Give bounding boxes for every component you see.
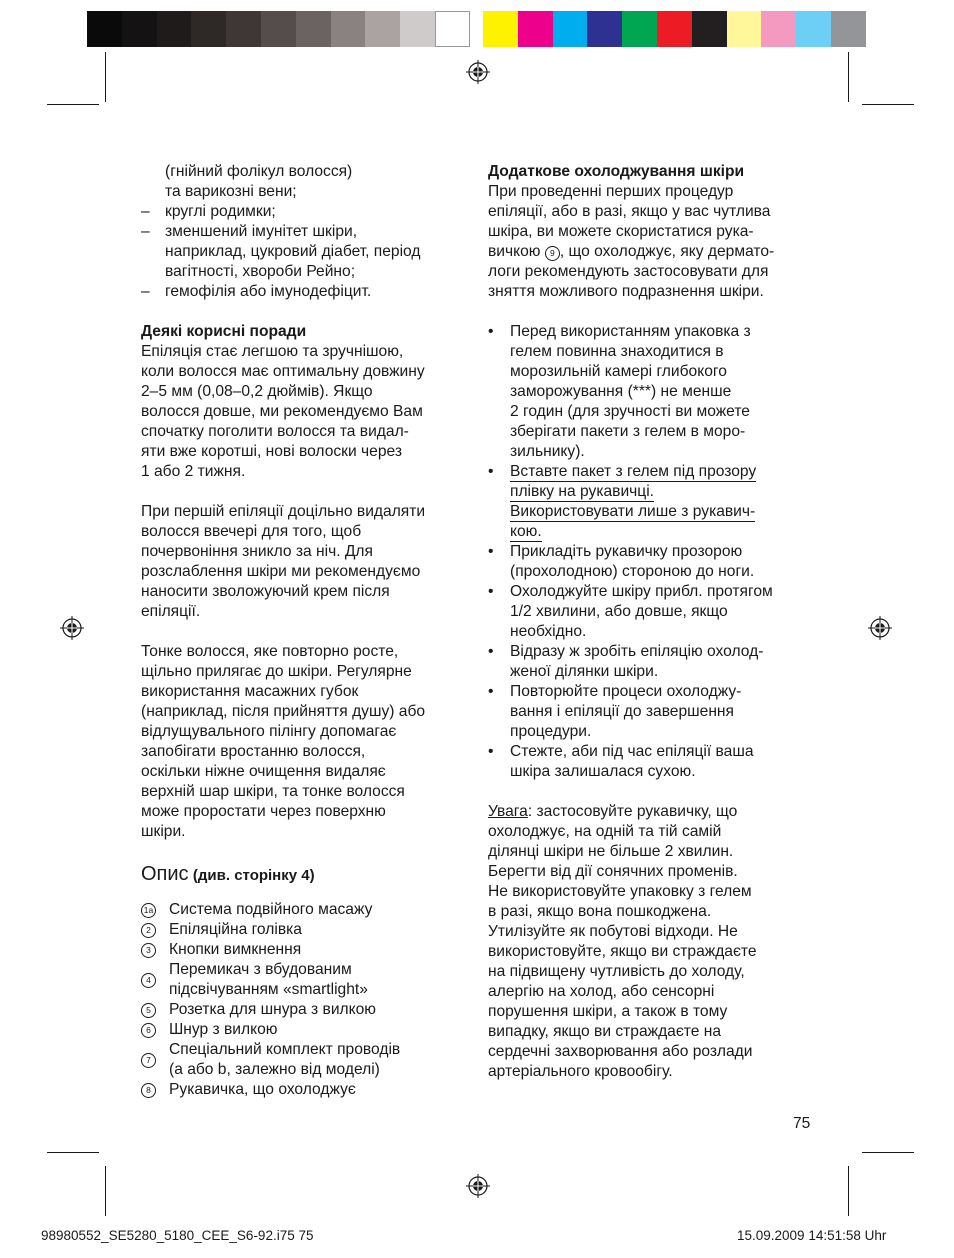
footer-file-info: 98980552_SE5280_5180_CEE_S6-92.i75 75 — [41, 1228, 314, 1243]
color-swatch — [400, 11, 435, 47]
warning-text: випадку, якщо ви страждаєте на — [488, 1023, 722, 1040]
description-heading — [141, 862, 471, 888]
crop-mark — [862, 104, 914, 105]
part-item — [141, 1000, 471, 1020]
description-page-ref: (див. сторінку 4) — [192, 867, 315, 884]
item-text: круглі родимки; — [165, 203, 276, 220]
warning-label: Увага — [488, 803, 528, 820]
color-swatch — [331, 11, 366, 47]
registration-mark-left — [60, 616, 84, 640]
registration-mark-top — [466, 60, 490, 84]
warning-text: Утилізуйте як побутові відходи. Не — [488, 923, 738, 940]
parts-list — [141, 900, 471, 1100]
tips-paragraph-3: Тонке волосся, яке повторно росте, щільно прилягає до шкіри. Регулярне використання масажних губок (наприклад, після прийняття душу) або відлущувального пілінгу допомагає запобігати вростанню волосся, оскільки ніжне очищення видаляє верхній шар шкіри, та тонке волосся може проростати через поверхню шкіри. — [141, 643, 426, 840]
part-item — [141, 1020, 471, 1040]
registration-mark-bottom — [466, 1174, 490, 1198]
part-number-icon: 7 — [141, 1053, 156, 1068]
part-item — [141, 960, 471, 1000]
part-number-icon: 2 — [141, 923, 156, 938]
cooling-step: • Вставте пакет з гелем під прозору плівку на рукавичці. Використовувати лише з рукавич- кою. — [488, 463, 757, 540]
crop-mark — [105, 1166, 106, 1216]
part-number-icon: 1a — [141, 903, 156, 918]
crop-mark — [862, 1152, 914, 1153]
warning-text: на підвищену чутливість до холоду, — [488, 963, 745, 980]
page-number: 75 — [793, 1115, 811, 1132]
step-text: женої ділянки шкіри. — [510, 663, 659, 680]
step-text: заморожування (***) не менше — [510, 383, 732, 400]
color-swatch — [622, 11, 657, 47]
step-text: 1/2 хвилини, або довше, якщо — [510, 603, 728, 620]
part-item — [141, 940, 471, 960]
contraindication-item: – зменшений імунітет шкіри, наприклад, цукровий діабет, період вагітності, хвороби Рейно; — [141, 223, 421, 280]
step-text: вання і епіляції до завершення — [510, 703, 734, 720]
color-swatch — [796, 11, 831, 47]
step-text: Відразу ж зробіть епіляцію охолод- — [510, 643, 764, 660]
color-swatch — [296, 11, 331, 47]
cooling-step: • Охолоджуйте шкіру прибл. протягом 1/2 хвилини, або довше, якщо необхідно. — [488, 583, 773, 640]
item-text: вагітності, хвороби Рейно; — [165, 263, 356, 280]
part-item — [141, 1040, 471, 1080]
warning-text: артеріального кровообігу. — [488, 1063, 673, 1080]
tips-heading: Деякі корисні поради — [141, 323, 307, 340]
step-text: (прохолодною) стороною до ноги. — [510, 563, 755, 580]
registration-mark-right — [868, 616, 892, 640]
part-number-icon: 3 — [141, 943, 156, 958]
cooling-step: • Повторюйте процеси охолоджу- вання і епіляції до завершення процедури. — [488, 683, 742, 740]
color-swatch — [435, 11, 470, 47]
warning-text: Берегти від дії сонячних променів. — [488, 863, 738, 880]
step-text: зберігати пакети з гелем в моро- — [510, 423, 746, 440]
part-item — [141, 920, 471, 940]
warning-text: сердечні захворювання або розлади — [488, 1043, 753, 1060]
cooling-heading: Додаткове охолоджування шкіри — [488, 163, 745, 180]
tips-paragraph-1: Епіляція стає легшою та зручнішою, коли волосся має оптимальну довжину 2–5 мм (0,08–0,2 дюймів). Якщо волосся довше, ми рекомендуємо Вам спочатку поголити волосся та видал- яти вже коротші, нові волоски через 1 або 2 тижня. — [141, 343, 425, 480]
color-swatch — [518, 11, 553, 47]
color-swatch — [761, 11, 796, 47]
part-label: Шнур з вилкою — [169, 1021, 278, 1038]
item-text: наприклад, цукровий діабет, період — [165, 243, 421, 260]
color-swatch — [122, 11, 157, 47]
contraindication-item: – гемофілія або імунодефіцит. — [141, 283, 372, 300]
step-text: необхідно. — [510, 623, 587, 640]
color-swatch — [727, 11, 762, 47]
part-item — [141, 1080, 471, 1100]
step-text: морозильній камері глибокого — [510, 363, 727, 380]
part-label: Перемикач з вбудованим — [169, 961, 352, 978]
footer-timestamp: 15.09.2009 14:51:58 Uhr — [737, 1228, 887, 1243]
color-swatch — [657, 11, 692, 47]
step-text: Повторюйте процеси охолоджу- — [510, 683, 742, 700]
cooling-step: • Відразу ж зробіть епіляцію охолод- женої ділянки шкіри. — [488, 643, 764, 680]
step-text: Стежте, аби під час епіляції ваша — [510, 743, 754, 760]
warning-text: порушення шкіри, а також в тому — [488, 1003, 728, 1020]
contraindication-item: – круглі родимки; — [141, 203, 276, 220]
color-swatch — [553, 11, 588, 47]
cooling-paragraph: При проведенні перших процедур епіляції, або в разі, якщо у вас чутлива шкіра, ви можете скористатися рука- вичкою 9 , що охолоджує, яку дермато- логи рекомендують застосовувати для зняття можливого подразнення шкіри. — [488, 183, 775, 300]
step-text: Перед використанням упаковка з — [510, 323, 751, 340]
right-column — [488, 162, 828, 1082]
crop-mark — [848, 1166, 849, 1216]
step-text: гелем повинна знаходитися в — [510, 343, 724, 360]
part-number-icon: 8 — [141, 1083, 156, 1098]
description-title: Опис — [141, 863, 189, 885]
item-text: гемофілія або імунодефіцит. — [165, 283, 372, 300]
step-text: шкіра залишалася сухою. — [510, 763, 696, 780]
intro-line: та варикозні вени; — [165, 183, 297, 200]
color-swatch — [261, 11, 296, 47]
step-text: процедури. — [510, 723, 592, 740]
part-number-icon: 9 — [545, 246, 560, 261]
step-text: зильнику). — [510, 443, 585, 460]
warning-text: алергію на холод, або сенсорні — [488, 983, 715, 1000]
process-color-bar — [483, 11, 866, 47]
part-label: Рукавичка, що охолоджує — [169, 1081, 356, 1098]
part-number-icon: 6 — [141, 1023, 156, 1038]
cooling-step: • Перед використанням упаковка з гелем повинна знаходитися в морозильній камері глибокого заморожування (***) не менше 2 годин (для зручності ви можете зберігати пакети з гелем в моро- зильнику). — [488, 323, 751, 460]
warning-text: в разі, якщо вона пошкоджена. — [488, 903, 712, 920]
step-text: кою. — [510, 523, 542, 540]
left-column — [141, 162, 471, 1100]
color-swatch — [191, 11, 226, 47]
part-label: Кнопки вимкнення — [169, 941, 302, 958]
part-number-icon: 5 — [141, 1003, 156, 1018]
crop-mark — [848, 52, 849, 102]
step-text: 2 годин (для зручності ви можете — [510, 403, 750, 420]
step-text: Охолоджуйте шкіру прибл. протягом — [510, 583, 773, 600]
cooling-steps-list — [488, 322, 828, 782]
step-text: плівку на рукавичці. — [510, 483, 655, 500]
step-text: Використовувати лише з рукавич- — [510, 503, 756, 520]
intro-line: (гнійний фолікул волосся) — [165, 163, 353, 180]
tips-paragraph-2: При першій епіляції доцільно видаляти волосся ввечері для того, щоб почервоніння зникло за ніч. Для розслаблення шкіри ми рекомендуємо наносити зволожуючий крем після епіляції. — [141, 503, 426, 620]
color-swatch — [87, 11, 122, 47]
color-swatch — [587, 11, 622, 47]
part-item — [141, 900, 471, 920]
grayscale-color-bar — [87, 11, 470, 47]
warning-text: використовуйте, якщо ви страждаєте — [488, 943, 757, 960]
item-text: зменшений імунітет шкіри, — [165, 223, 358, 240]
crop-mark — [47, 1152, 99, 1153]
cooling-step: • Прикладіть рукавичку прозорою (прохолодною) стороною до ноги. — [488, 543, 755, 580]
part-label: Епіляційна голівка — [169, 921, 302, 938]
crop-mark — [47, 104, 99, 105]
warning-text: охолоджує, на одній та тій самій — [488, 823, 722, 840]
part-label: (a або b, залежно від моделі) — [169, 1061, 380, 1078]
part-label: Система подвійного масажу — [169, 901, 373, 918]
step-text: Вставте пакет з гелем під прозору — [510, 463, 757, 480]
part-label: підсвічуванням «smartlight» — [169, 981, 368, 998]
cooling-step: • Стежте, аби під час епіляції ваша шкіра залишалася сухою. — [488, 743, 754, 780]
part-label: Спеціальний комплект проводів — [169, 1041, 401, 1058]
color-swatch — [365, 11, 400, 47]
part-label: Розетка для шнура з вилкою — [169, 1001, 376, 1018]
color-swatch — [157, 11, 192, 47]
warning-text: Не використовуйте упаковку з гелем — [488, 883, 752, 900]
color-swatch — [226, 11, 261, 47]
color-swatch — [831, 11, 866, 47]
crop-mark — [105, 52, 106, 102]
color-swatch — [483, 11, 518, 47]
color-swatch — [692, 11, 727, 47]
part-number-icon: 4 — [141, 973, 156, 988]
warning-paragraph: Увага: застосовуйте рукавичку, що охолоджує, на одній та тій самій ділянці шкіри не більше 2 хвилин. Берегти від дії сонячних променів. Не використовуйте упаковку з гелем в разі, якщо вона пошкоджена. Утилізуйте як побутові відходи. Не використовуйте, якщо ви страждаєте на підвищену чутливість до холоду, алергію на холод, або сенсорні порушення шкіри, а також в тому випадку, якщо ви страждаєте на сердечні захворювання або розлади артеріального кровообігу. — [488, 802, 828, 1082]
warning-text: ділянці шкіри не більше 2 хвилин. — [488, 843, 734, 860]
step-text: Прикладіть рукавичку прозорою — [510, 543, 743, 560]
